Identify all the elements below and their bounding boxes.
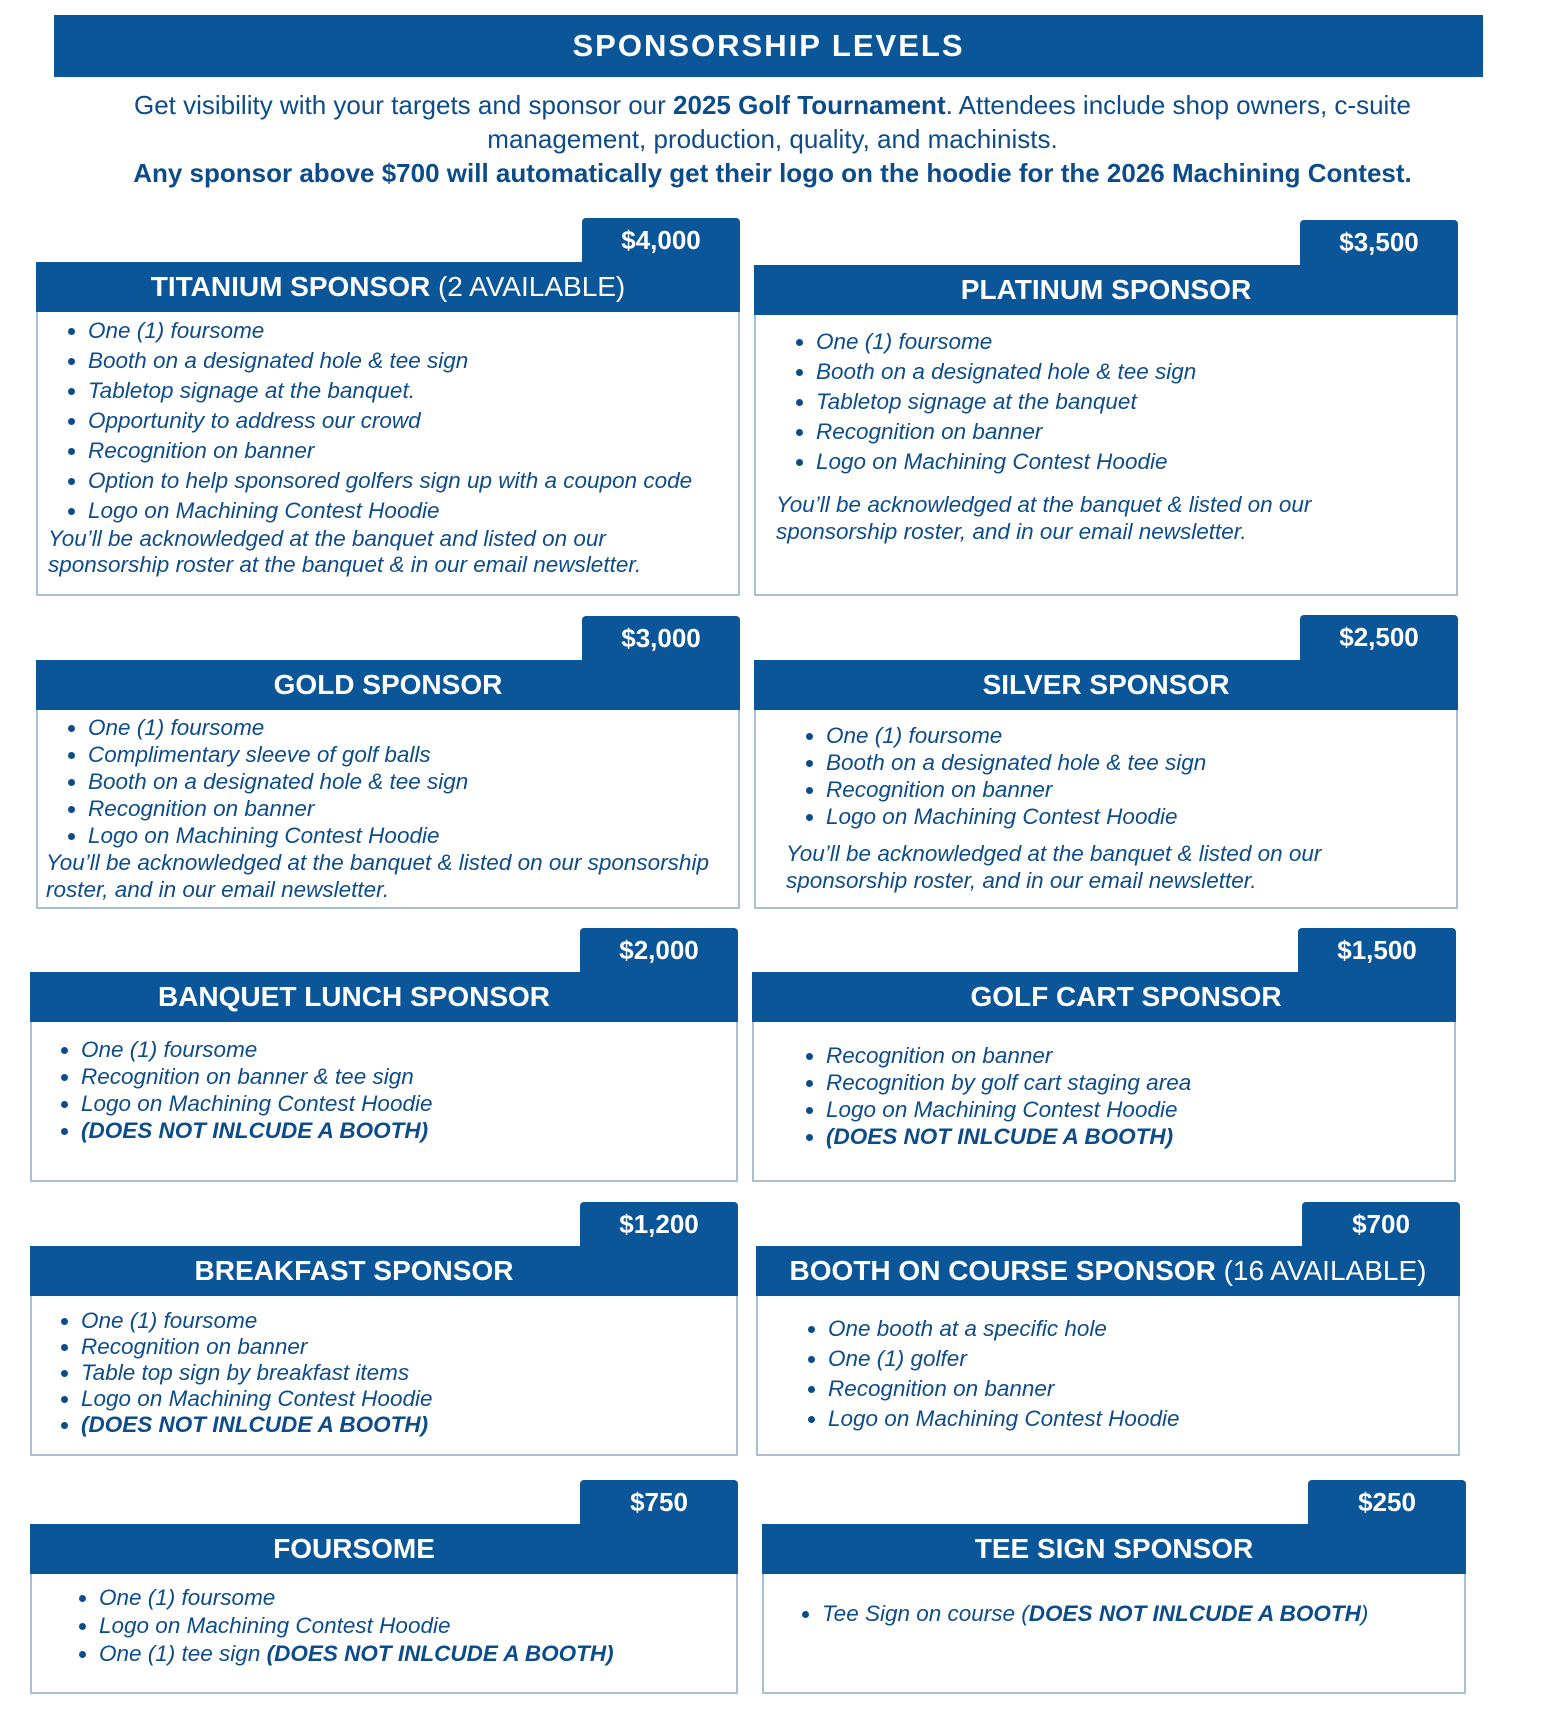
tier-header (30, 1246, 738, 1296)
price-badge: $250 (1308, 1480, 1466, 1528)
intro-part2: . Attendees include shop owners, c-suite management, production, quality, and machinists. (487, 90, 1411, 154)
benefit-list (38, 714, 738, 849)
tier-title: BANQUET LUNCH SPONSOR (157, 981, 550, 1012)
tier-availability: (2 AVAILABLE) (430, 271, 626, 302)
list-item: • Logo on Machining Contest Hoodie (826, 803, 1456, 830)
tier-title: PLATINUM SPONSOR (960, 274, 1252, 305)
list-item: • Recognition on banner (81, 1334, 736, 1360)
tier-note: You’ll be acknowledged at the banquet and listed on our sponsorship roster at the banquet & in our email newsletter. (48, 526, 642, 577)
tier-booth-on-course (756, 1202, 1460, 1456)
benefit-list (754, 1042, 1454, 1150)
tier-banquet-lunch (30, 928, 738, 1182)
tier-breakfast (30, 1202, 738, 1456)
list-item: • (DOES NOT INLCUDE A BOOTH) (81, 1117, 736, 1144)
list-item: • Booth on a designated hole & tee sign (88, 346, 738, 376)
list-item: • Tabletop signage at the banquet (816, 387, 1456, 417)
list-item: • Recognition on banner (816, 417, 1456, 447)
price-badge: $4,000 (582, 218, 740, 266)
list-item: • Logo on Machining Contest Hoodie (826, 1096, 1454, 1123)
tier-header (30, 1524, 738, 1574)
benefit-list (756, 327, 1456, 477)
tier-gold (36, 616, 740, 909)
list-item: • Recognition on banner (88, 795, 738, 822)
list-item: • One (1) foursome (81, 1308, 736, 1334)
tier-title: FOURSOME (273, 1533, 435, 1564)
tier-header (762, 1524, 1466, 1574)
tier-body (30, 1296, 738, 1456)
tier-body (754, 315, 1458, 596)
tier-titanium (36, 218, 740, 596)
page-title: SPONSORSHIP LEVELS (54, 15, 1483, 77)
intro-event: 2025 Golf Tournament (673, 90, 946, 120)
list-item-text-end: ) (1360, 1601, 1369, 1626)
list-item: • Recognition on banner (88, 436, 738, 466)
list-item: • Booth on a designated hole & tee sign (816, 357, 1456, 387)
tier-foursome (30, 1480, 738, 1694)
tier-title: TITANIUM SPONSOR (150, 271, 431, 302)
tier-note: You’ll be acknowledged at the banquet & listed on our sponsorship roster, and in our email newsletter. (786, 841, 1322, 893)
price-badge: $3,500 (1300, 220, 1458, 268)
list-item: • Recognition by golf cart staging area (826, 1069, 1454, 1096)
list-item (822, 1600, 1464, 1628)
price-badge: $3,000 (582, 616, 740, 664)
price-badge: $2,000 (580, 928, 738, 976)
tier-title: GOLF CART SPONSOR (970, 981, 1282, 1012)
list-item: • Table top sign by breakfast items (81, 1360, 736, 1386)
tier-body (754, 710, 1458, 909)
tier-availability: (16 AVAILABLE) (1215, 1255, 1427, 1286)
tier-body (36, 312, 740, 596)
list-item: • (DOES NOT INLCUDE A BOOTH) (81, 1412, 736, 1438)
list-item: • Logo on Machining Contest Hoodie (99, 1612, 736, 1640)
tier-silver (754, 615, 1458, 909)
list-item: • Logo on Machining Contest Hoodie (81, 1386, 736, 1412)
list-item: • One booth at a specific hole (828, 1314, 1458, 1344)
list-item: • Complimentary sleeve of golf balls (88, 741, 738, 768)
list-item (99, 1640, 736, 1668)
benefit-list (758, 1314, 1458, 1434)
list-item: • Tabletop signage at the banquet. (88, 376, 738, 406)
list-item: • One (1) foursome (88, 714, 738, 741)
tier-golf-cart (752, 928, 1456, 1182)
price-badge: $2,500 (1300, 615, 1458, 663)
tier-title: BREAKFAST SPONSOR (194, 1255, 514, 1286)
booth-exclusion-note: DOES NOT INLCUDE A BOOTH (1028, 1601, 1361, 1626)
tier-header (756, 1246, 1460, 1296)
tier-title: SILVER SPONSOR (982, 669, 1230, 700)
list-item: • Recognition on banner (828, 1374, 1458, 1404)
list-item: • Booth on a designated hole & tee sign (88, 768, 738, 795)
tier-body (762, 1574, 1466, 1694)
list-item: • Opportunity to address our crowd (88, 406, 738, 436)
list-item-text: Tee Sign on course ( (822, 1601, 1029, 1626)
tier-body (752, 1022, 1456, 1182)
tier-note: You’ll be acknowledged at the banquet & listed on our sponsorship roster, and in our email newsletter. (776, 492, 1312, 544)
price-badge: $1,500 (1298, 928, 1456, 976)
tier-title: TEE SIGN SPONSOR (974, 1533, 1254, 1564)
tier-note: You’ll be acknowledged at the banquet & listed on our sponsorship roster, and in our email newsletter. (46, 850, 709, 902)
tier-title: BOOTH ON COURSE SPONSOR (789, 1255, 1216, 1286)
tier-platinum (754, 220, 1458, 596)
price-badge: $700 (1302, 1202, 1460, 1250)
benefit-list (32, 1308, 736, 1438)
benefit-list (32, 1036, 736, 1144)
list-item: • One (1) foursome (816, 327, 1456, 357)
tier-tee-sign (762, 1480, 1466, 1694)
tier-header (754, 660, 1458, 710)
tier-body (30, 1022, 738, 1182)
benefit-list (756, 722, 1456, 830)
list-item: • Recognition on banner (826, 1042, 1454, 1069)
price-badge: $1,200 (580, 1202, 738, 1250)
intro-bold-line: Any sponsor above $700 will automatically get their logo on the hoodie for the 2026 Machining Contest. (133, 158, 1412, 188)
list-item: • Booth on a designated hole & tee sign (826, 749, 1456, 776)
benefit-list (38, 316, 738, 526)
list-item-text: One (1) tee sign (99, 1641, 267, 1666)
list-item: • One (1) foursome (826, 722, 1456, 749)
tier-header (36, 660, 740, 710)
list-item: • One (1) foursome (99, 1584, 736, 1612)
list-item: • Recognition on banner & tee sign (81, 1063, 736, 1090)
price-badge: $750 (580, 1480, 738, 1528)
list-item: • One (1) golfer (828, 1344, 1458, 1374)
list-item: • One (1) foursome (88, 316, 738, 346)
tier-header (754, 265, 1458, 315)
tier-header (752, 972, 1456, 1022)
tier-body (36, 710, 740, 909)
tier-body (30, 1574, 738, 1694)
tier-body (756, 1296, 1460, 1456)
benefit-list (32, 1584, 736, 1668)
intro-text (60, 88, 1485, 190)
tier-title: GOLD SPONSOR (273, 669, 503, 700)
list-item: • Logo on Machining Contest Hoodie (88, 496, 738, 526)
list-item: • Logo on Machining Contest Hoodie (828, 1404, 1458, 1434)
list-item: • (DOES NOT INLCUDE A BOOTH) (826, 1123, 1454, 1150)
list-item: • Logo on Machining Contest Hoodie (88, 822, 738, 849)
intro-part1: Get visibility with your targets and sponsor our (134, 90, 674, 120)
list-item: • Logo on Machining Contest Hoodie (816, 447, 1456, 477)
list-item: • Option to help sponsored golfers sign up with a coupon code (88, 466, 738, 496)
booth-exclusion-note: (DOES NOT INLCUDE A BOOTH) (266, 1641, 614, 1666)
list-item: • Recognition on banner (826, 776, 1456, 803)
list-item: • One (1) foursome (81, 1036, 736, 1063)
tier-header (30, 972, 738, 1022)
list-item: • Logo on Machining Contest Hoodie (81, 1090, 736, 1117)
benefit-list (764, 1600, 1464, 1628)
tier-header (36, 262, 740, 312)
